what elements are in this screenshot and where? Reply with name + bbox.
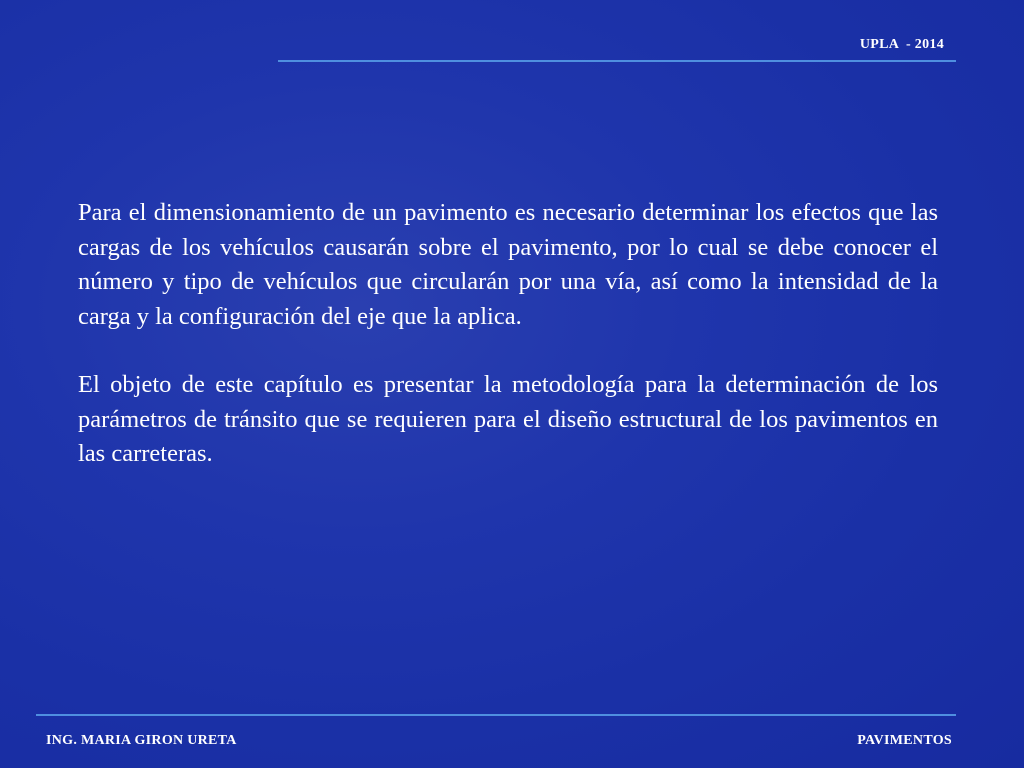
footer-course: PAVIMENTOS xyxy=(857,733,952,748)
footer-author: ING. MARIA GIRON URETA xyxy=(46,733,237,748)
slide-content xyxy=(78,196,938,506)
header-divider xyxy=(278,60,956,62)
footer-divider xyxy=(36,714,956,716)
slide-header-label: UPLA - 2014 xyxy=(859,37,944,52)
paragraph-1: Para el dimensionamiento de un pavimento es necesario determinar los efectos que las cargas de los vehículos causarán sobre el pavimento, por lo cual se debe conocer el número y tipo de vehículos que circularán por una vía, así como la intensidad de la carga y la configuración del eje que la aplica. xyxy=(78,199,938,330)
paragraph-2: El objeto de este capítulo es presentar la metodología para la determinación de los parámetros de tránsito que se requieren para el diseño estructural de los pavimentos en las carreteras. xyxy=(78,371,938,467)
